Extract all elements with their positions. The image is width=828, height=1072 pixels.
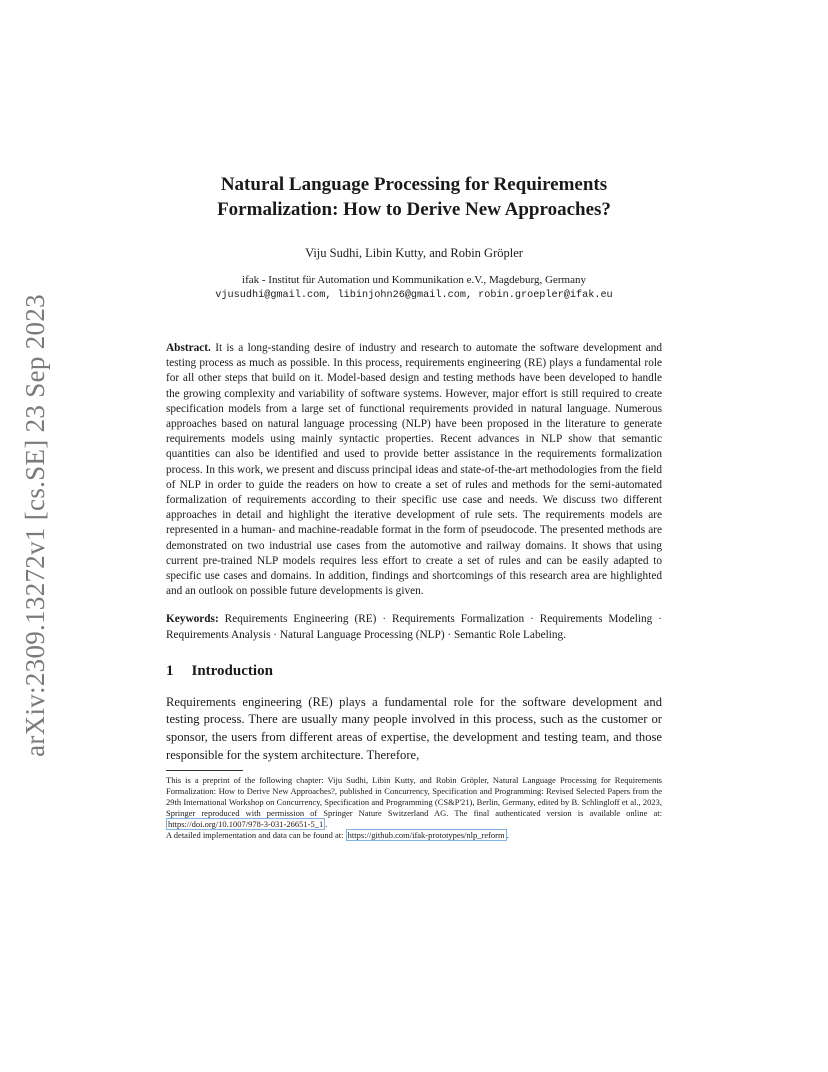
affiliation: ifak - Institut für Automation und Kommunikation e.V., Magdeburg, Germany	[242, 274, 586, 286]
abstract-label: Abstract.	[166, 342, 211, 354]
keywords	[166, 612, 662, 642]
abstract-text: It is a long-standing desire of industry and research to automate the software development and testing process as much as possible. In this process, requirements engineering (RE) plays a fundamental role for all other steps that build on it. Model-based design and testing methods have been developed to handle the growing complexity and variability of software systems. However, major effort is still required to create specification models from a large set of functional requirements provided in natural language. Numerous approaches based on natural language processing (NLP) have been proposed in the literature to generate requirements models using mainly syntactic properties. Recent advances in NLP show that semantic quantities can also be identified and used to provide better assistance in the requirements formalization process. In this work, we present and discuss principal ideas and state-of-the-art methodologies from the field of NLP in order to guide the readers on how to create a set of rules and methods for the semi-automated formalization of requirements according to their specific use case and needs. We discuss two different approaches in detail and highlight the iterative development of rule sets. The requirements models are represented in a human- and machine-readable format in the form of pseudocode. The presented methods are demonstrated on two industrial use cases from the automotive and railway domains. It shows that using current pre-trained NLP models requires less effort to create a set of rules and can be easily adapted to specific use cases and domains. In addition, findings and shortcomings of this research area are highlighted and an outlook on possible future developments is given.	[166, 342, 662, 598]
doi-link[interactable]: https://doi.org/10.1007/978-3-031-26651-5_1	[168, 819, 324, 830]
footnote-text-1-end: .	[325, 819, 328, 830]
arxiv-identifier	[10, 290, 60, 760]
paper-page	[166, 172, 662, 841]
footnote-text-2: A detailed implementation and data can be found at:	[166, 830, 344, 841]
keywords-text: Requirements Engineering (RE) · Requirements Formalization · Requirements Modeling · Requirements Analysis · Natural Language Processing (NLP) · Semantic Role Labeling.	[166, 613, 662, 641]
footnote-divider	[166, 770, 243, 771]
github-link[interactable]: https://github.com/ifak-prototypes/nlp_reform	[347, 830, 505, 841]
keywords-label: Keywords:	[166, 613, 219, 626]
authors: Viju Sudhi, Libin Kutty, and Robin Gröpler	[305, 246, 523, 260]
intro-paragraph: Requirements engineering (RE) plays a fundamental role for the software development and testing process. There are usually many people involved in this process, such as the customer or sponsor, the users from different areas of expertise, the development and testing team, and those responsible for the system architecture. Therefore,	[166, 694, 662, 762]
footnote-text-1: This is a preprint of the following chapter: Viju Sudhi, Libin Kutty, and Robin Gröpler, Natural Language Processing for Requirements Formalization: How to Derive New Approaches?, published in Concurrency, Specification and Programming: Revised Selected Papers from the 29th International Workshop on Concurrency, Specification and Programming (CS&P'21), Berlin, Germany, edited by B. Schlingloff et al., 2023, Springer reproduced with permission of Springer Nature Switzerland AG. The final authenticated version is available online at:	[166, 775, 662, 819]
author-emails: vjusudhi@gmail.com, libinjohn26@gmail.com, robin.groepler@ifak.eu	[215, 290, 613, 301]
footnote-text-2-end: .	[506, 830, 509, 841]
footnote	[166, 775, 662, 841]
title-line-2: Formalization: How to Derive New Approaches?	[217, 199, 611, 220]
arxiv-identifier-text: arXiv:2309.13272v1 [cs.SE] 23 Sep 2023	[19, 293, 50, 757]
abstract	[166, 341, 662, 599]
section-heading	[166, 663, 662, 680]
paper-title	[166, 172, 662, 222]
section-title: Introduction	[191, 662, 273, 679]
title-line-1: Natural Language Processing for Requirements	[220, 174, 608, 195]
section-number: 1	[166, 662, 174, 679]
